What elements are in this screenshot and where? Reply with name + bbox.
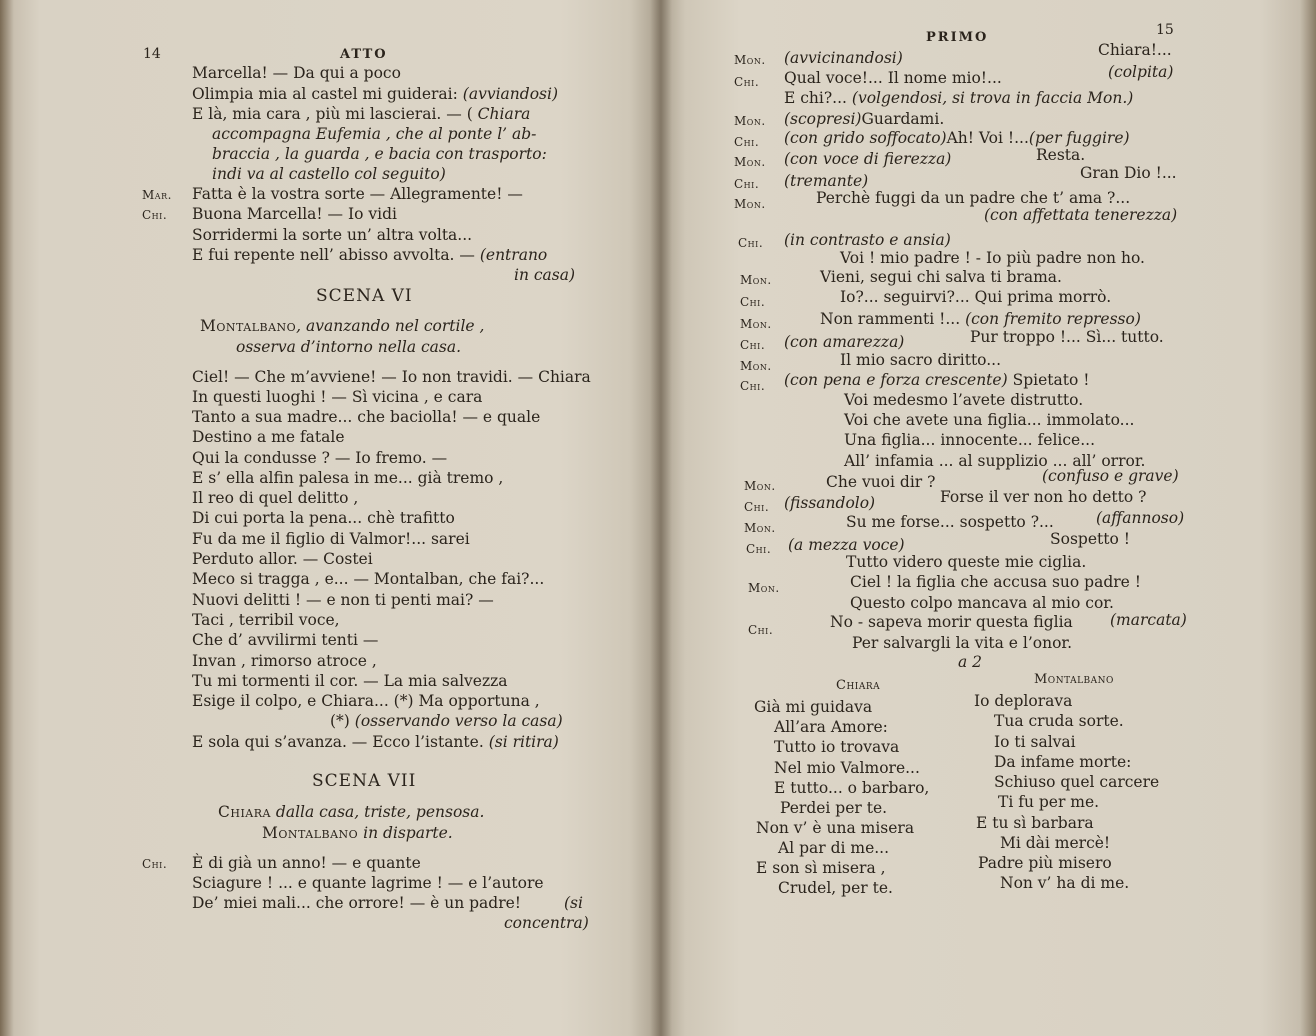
text-line: E chi?... (volgendosi, si trova in faccia Mon.) <box>784 89 1134 107</box>
verse-line: Una figlia... innocente... felice... <box>844 431 1095 449</box>
text-line: Gran Dio !... <box>1080 164 1177 182</box>
verse-line: Esige il colpo, e Chiara... (*) Ma opportuna , <box>192 692 540 710</box>
text-line: (scopresi)Guardami. <box>784 110 945 128</box>
verse-line: Tu mi tormenti il cor. — La mia salvezza <box>192 672 508 690</box>
speaker-label: Mon. <box>740 317 772 331</box>
duet-line-right: Da infame morte: <box>994 753 1132 771</box>
text-line: Fatta è la vostra sorte — Allegramente! — <box>192 185 523 203</box>
verse-line: Pur troppo !... Sì... tutto. <box>970 328 1164 346</box>
verse-line: Ciel ! la figlia che accusa suo padre ! <box>850 573 1141 591</box>
speaker-label: Chi. <box>746 542 772 556</box>
speaker-label: Mon. <box>734 53 766 67</box>
verse-line: Meco si tragga , e... — Montalban, che fai?... <box>192 570 545 588</box>
verse-line: Perduto allor. — Costei <box>192 550 373 568</box>
text-line: (con grido soffocato)Ah! Voi !...(per fuggire) <box>784 129 1130 147</box>
right-page <box>660 0 1316 1036</box>
verse-line: Voi medesmo l’avete distrutto. <box>844 391 1084 409</box>
page-number-right: 15 <box>1156 22 1174 38</box>
text-line: Resta. <box>1036 146 1086 164</box>
verse-line: Il reo di quel delitto , <box>192 489 359 507</box>
duet-line-right: E tu sì barbara <box>976 814 1094 832</box>
speaker-label: Chi. <box>734 177 760 191</box>
stage-direction: (avvicinandosi) <box>784 49 903 67</box>
duet-line-left: Crudel, per te. <box>778 879 893 897</box>
speaker-label: Mon. <box>744 479 776 493</box>
duet-line-left: All’ara Amore: <box>774 718 888 736</box>
stage-direction: (confuso e grave) <box>1042 467 1179 485</box>
verse-line: Di cui porta la pena... chè trafitto <box>192 509 455 527</box>
running-head-left: ATTO <box>340 47 388 62</box>
duet-line-right: Io deplorava <box>974 692 1073 710</box>
verse-line: E s’ ella alfin palesa in me... già tremo , <box>192 469 504 487</box>
stage-direction: (tremante) <box>784 172 869 190</box>
text-line: E fui repente nell’ abisso avvolta. — (entrano <box>192 246 548 264</box>
column-header-chiara: Chiara <box>836 678 881 693</box>
duet-line-left: E tutto... o barbaro, <box>774 779 930 797</box>
verse-line: Ciel! — Che m’avviene! — Io non travidi. — Chiara <box>192 368 591 386</box>
stage-direction: braccia , la guarda , e bacia con trasporto: <box>212 145 547 163</box>
speaker-label: Mar. <box>142 188 172 202</box>
duet-marker: a 2 <box>958 653 983 671</box>
duet-line-right: Padre più misero <box>978 854 1112 872</box>
scene-direction: osserva d’intorno nella casa. <box>236 338 462 356</box>
verse-line: È di già un anno! — e quante <box>192 854 421 872</box>
footnote: (*) (osservando verso la casa) <box>330 712 563 730</box>
verse-line: Nuovi delitti ! — e non ti penti mai? — <box>192 591 494 609</box>
duet-line-left: Nel mio Valmore... <box>774 759 920 777</box>
verse-line: Il mio sacro diritto... <box>840 351 1002 369</box>
duet-line-left: Tutto io trovava <box>774 738 900 756</box>
verse-line: Tanto a sua madre... che baciolla! — e quale <box>192 408 541 426</box>
text-line: Olimpia mia al castel mi guiderai: (avviandosi) <box>192 85 558 103</box>
verse-line: Tutto videro queste mie ciglia. <box>846 553 1087 571</box>
duet-line-right: Tua cruda sorte. <box>994 712 1124 730</box>
verse-line: Che d’ avvilirmi tenti — <box>192 631 379 649</box>
speaker-label: Mon. <box>734 197 766 211</box>
text-line: Chiara!... <box>1098 41 1172 59</box>
text-line: Marcella! — Da qui a poco <box>192 64 401 82</box>
text-line: E là, mia cara , più mi lascierai. — ( Chiara <box>192 105 531 123</box>
stage-direction: (con amarezza) <box>784 333 905 351</box>
speaker-label: Chi. <box>734 75 760 89</box>
speaker-label: Chi. <box>734 135 760 149</box>
duet-line-right: Mi dài mercè! <box>1000 834 1111 852</box>
stage-direction: indi va al castello col seguito) <box>212 165 446 183</box>
speaker-label: Mon. <box>740 273 772 287</box>
verse-line: Invan , rimorso atroce , <box>192 652 377 670</box>
verse-line: Destino a me fatale <box>192 428 345 446</box>
verse-line: Vieni, segui chi salva ti brama. <box>820 268 1062 286</box>
scene-direction: Montalbano, avanzando nel cortile , <box>200 317 485 335</box>
duet-line-left: Non v’ è una misera <box>756 819 915 837</box>
verse-line: Che vuoi dir ? <box>826 473 936 491</box>
stage-direction: (affannoso) <box>1096 509 1185 527</box>
speaker-label: Mon. <box>748 581 780 595</box>
scene-direction: Chiara dalla casa, triste, pensosa. <box>218 803 485 821</box>
verse-line: Qui la condusse ? — Io fremo. — <box>192 449 448 467</box>
verse-line: Forse il ver non ho detto ? <box>940 488 1147 506</box>
duet-line-left: Al par di me... <box>778 839 890 857</box>
speaker-label: Chi. <box>738 236 764 250</box>
duet-line-right: Schiuso quel carcere <box>994 773 1160 791</box>
stage-direction: (si <box>564 894 583 912</box>
verse-line: Per salvargli la vita e l’onor. <box>852 634 1073 652</box>
duet-line-left: E son sì misera , <box>756 859 886 877</box>
column-header-montalbano: Montalbano <box>1034 672 1114 687</box>
stage-direction: (marcata) <box>1110 611 1187 629</box>
speaker-label: Chi. <box>744 500 770 514</box>
duet-line-left: Già mi guidava <box>754 698 873 716</box>
verse-line: Taci , terribil voce, <box>192 611 340 629</box>
verse-line: (con pena e forza crescente) Spietato ! <box>784 371 1090 389</box>
verse-line: Non rammenti !... (con fremito represso) <box>820 310 1141 328</box>
duet-line-right: Non v’ ha di me. <box>1000 874 1130 892</box>
verse-line: Sciagure ! ... e quante lagrime ! — e l’autore <box>192 874 544 892</box>
stage-direction: in casa) <box>514 266 576 284</box>
duet-line-left: Perdei per te. <box>780 799 888 817</box>
verse-line: E sola qui s’avanza. — Ecco l’istante. (si ritira) <box>192 733 559 751</box>
verse-line: All’ infamia ... al supplizio ... all’ orror. <box>844 452 1146 470</box>
speaker-label: Mon. <box>740 359 772 373</box>
verse-line: Sospetto ! <box>1050 530 1130 548</box>
running-head-right: PRIMO <box>926 30 989 45</box>
stage-direction: (fissandolo) <box>784 494 876 512</box>
speaker-label: Chi. <box>142 208 168 222</box>
duet-line-right: Io ti salvai <box>994 733 1076 751</box>
scene-title: SCENA VI <box>316 286 413 306</box>
verse-line: Su me forse... sospetto ?... <box>846 513 1054 531</box>
verse-line: Voi ! mio padre ! - Io più padre non ho. <box>840 249 1145 267</box>
text-line: Buona Marcella! — Io vidi <box>192 205 397 223</box>
speaker-label: Mon. <box>744 521 776 535</box>
speaker-label: Mon. <box>734 114 766 128</box>
verse-line: Voi che avete una figlia... immolato... <box>844 411 1135 429</box>
scene-direction: Montalbano in disparte. <box>262 824 453 842</box>
verse-line: Questo colpo mancava al mio cor. <box>850 594 1114 612</box>
text-line: Perchè fuggi da un padre che t’ ama ?... <box>816 189 1131 207</box>
text-line: Sorridermi la sorte un’ altra volta... <box>192 226 473 244</box>
verse-line: In questi luoghi ! — Sì vicina , e cara <box>192 388 483 406</box>
stage-direction: (colpita) <box>1108 63 1174 81</box>
stage-direction: (a mezza voce) <box>788 536 905 554</box>
verse-line: No - sapeva morir questa figlia <box>830 613 1073 631</box>
stage-direction: (in contrasto e ansia) <box>784 231 951 249</box>
verse-line: De’ miei mali... che orrore! — è un padre! <box>192 894 522 912</box>
speaker-label: Chi. <box>740 295 766 309</box>
verse-line: Io?... seguirvi?... Qui prima morrò. <box>840 288 1112 306</box>
verse-line: Fu da me il figlio di Valmor!... sarei <box>192 530 470 548</box>
book-gutter <box>650 0 672 1036</box>
stage-direction: (con affettata tenerezza) <box>984 206 1178 224</box>
speaker-label: Mon. <box>734 155 766 169</box>
speaker-label: Chi. <box>740 379 766 393</box>
speaker-label: Chi. <box>740 338 766 352</box>
page-number-left: 14 <box>143 46 161 62</box>
stage-direction: accompagna Eufemia , che al ponte l’ ab- <box>212 125 537 143</box>
speaker-label: Chi. <box>748 623 774 637</box>
scene-title: SCENA VII <box>312 771 417 791</box>
duet-line-right: Ti fu per me. <box>998 793 1100 811</box>
stage-direction: concentra) <box>504 914 589 932</box>
stage-direction: (con voce di fierezza) <box>784 150 952 168</box>
speaker-label: Chi. <box>142 857 168 871</box>
text-line: Qual voce!... Il nome mio!... <box>784 69 1002 87</box>
